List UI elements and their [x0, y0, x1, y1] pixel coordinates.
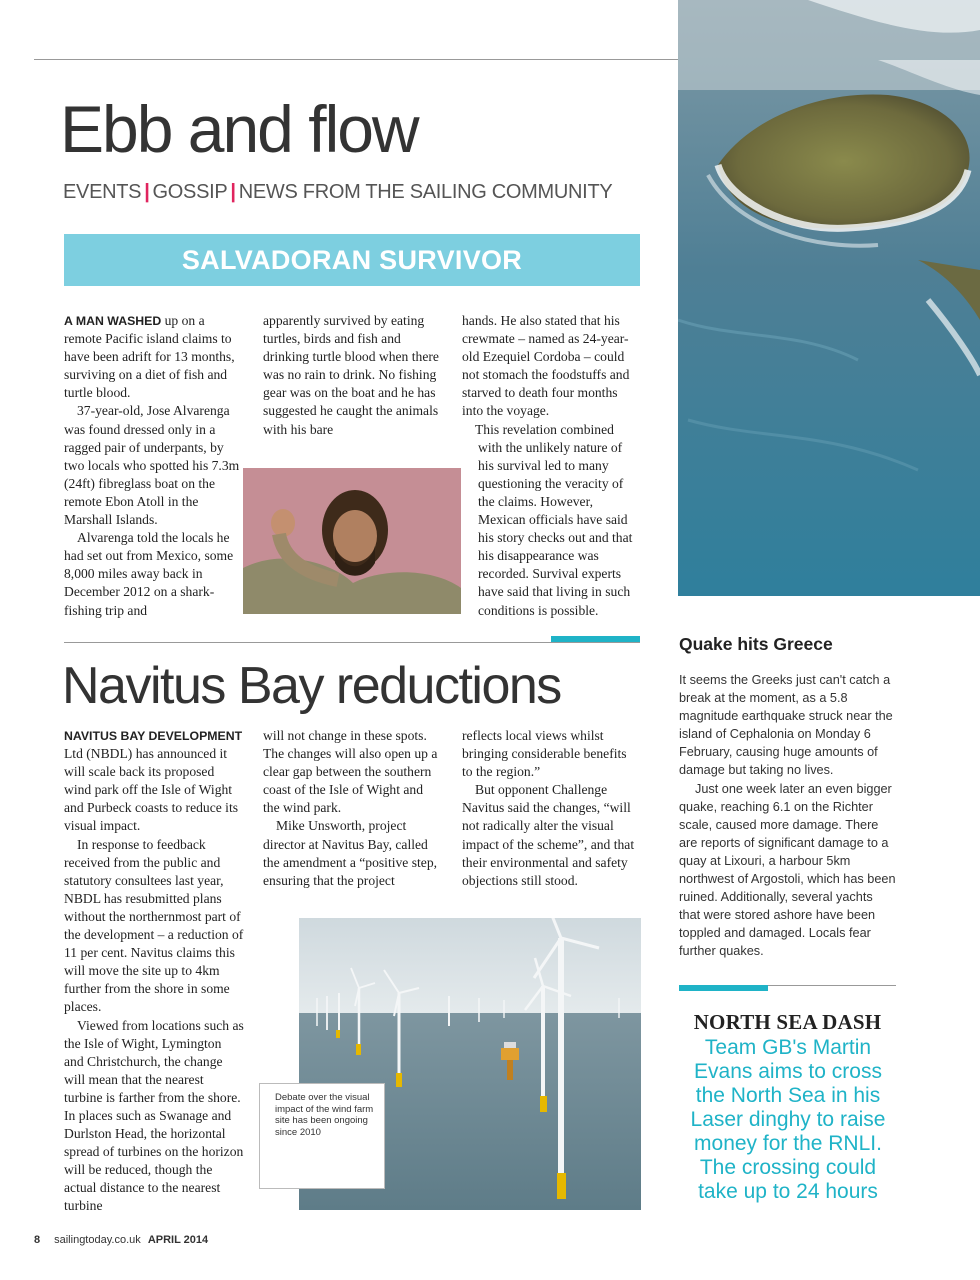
top-rule	[34, 59, 678, 60]
page-number: 8	[34, 1234, 41, 1246]
paragraph: In response to feedback received from the public and statutory consultees last year, NBDL has resubmitted plans without the northernmost part of the development – a reduction of 11 per cent. Navitus claims this will move the site up to 4km further from the shore in some places.	[64, 836, 244, 1015]
navitus-column-2	[263, 727, 443, 890]
tagline-separator: |	[144, 181, 150, 203]
navitus-column-3	[462, 727, 640, 890]
page-title: Ebb and flow	[60, 92, 418, 166]
paragraph: But opponent Challenge Navitus said the changes, “will not radically alter the visual impact of the scheme”, and that their environmental and safety objections still stood.	[462, 782, 635, 888]
paragraph	[64, 727, 244, 836]
paragraph-text: Ltd (NBDL) has announced it will scale back its proposed wind park off the Isle of Wight and Purbeck coasts to reduce its visual impact.	[64, 746, 239, 834]
paragraph: 37-year-old, Jose Alvarenga was found dressed only in a ragged pair of underpants, by two locals who spotted his 7.3m (24ft) fibreglass boat on the remote Ebon Atoll in the Marshall Islands.	[64, 403, 240, 528]
paragraph: apparently survived by eating turtles, birds and fish and drinking turtle blood when there was no rain to drink. No fishing gear was on the boat and he has suggested he caught the animals with his bare	[263, 313, 439, 437]
divider-accent	[551, 636, 640, 642]
paragraph: Viewed from locations such as the Isle of Wight, Lymington and Christchurch, the change will mean that the nearest turbine is farther from the shore. In places such as Swanage and Durlston Head, the horizontal spread of turbines on the horizon will be reduced, though the actual distance to the nearest turbine	[64, 1017, 244, 1214]
survivor-photo	[243, 468, 461, 614]
tagline-separator: |	[230, 181, 236, 203]
issue-date: APRIL 2014	[147, 1234, 209, 1246]
caption-text: Debate over the visual impact of the wind farm site has been ongoing since 2010	[275, 1092, 374, 1138]
paragraph: This revelation combined with the unlikely nature of his survival led to many questioning the veracity of the claims. However, Mexican officials have said his story checks out and that his disappearance was recorded. Survival experts have said that living in such conditions is possible.	[475, 421, 633, 618]
paragraph	[64, 312, 244, 402]
paragraph: Alvarenga told the locals he had set out from Mexico, some 8,000 miles away back in December 2012 on a shark-fishing trip and	[64, 530, 234, 618]
island-aerial-photo	[678, 0, 980, 596]
paragraph: reflects local views whilst bringing considerable benefits to the region.”	[462, 728, 627, 780]
tagline-news: NEWS FROM THE SAILING COMMUNITY	[238, 181, 613, 203]
salvadoran-column-2	[263, 312, 443, 439]
navitus-headline: Navitus Bay reductions	[62, 657, 561, 715]
banner-title: SALVADORAN SURVIVOR	[181, 245, 523, 275]
paragraph: hands. He also stated that his crewmate – named as 24-year-old Ezequiel Cordoba – could not stomach the foodstuffs and starved to death four months into the voyage.	[462, 313, 630, 419]
page-footer	[34, 1234, 208, 1246]
website: sailingtoday.co.uk	[54, 1234, 141, 1246]
paragraph: will not change in these spots. The changes will also open up a clear gap between the southern coast of the Isle of Wight and the wind park.	[263, 728, 438, 816]
quake-article	[679, 671, 897, 961]
salvadoran-column-1	[64, 312, 244, 620]
paragraph: Just one week later an even bigger quake, reaching 6.1 on the Richter scale, caused more damage. There are reports of significant damage to a quay at Lixouri, a harbour 5km northwest of Argostoli, which has been ruined. Additionally, several yachts that were stored ashore have been toppled and damaged. Locals fear further quakes.	[679, 781, 896, 959]
article-lead: NAVITUS BAY DEVELOPMENT	[64, 729, 243, 743]
article-lead: A MAN WASHED	[64, 314, 162, 328]
wind-farm-caption	[259, 1083, 385, 1189]
salvadoran-banner	[64, 234, 640, 286]
sidebar-accent	[679, 985, 768, 991]
navitus-column-1	[64, 727, 244, 1216]
salvadoran-column-3	[462, 312, 640, 620]
north-sea-dash-body: Team GB's Martin Evans aims to cross the North Sea in his Laser dinghy to raise money for the RNLI. The crossing could take up to 24 hours	[690, 1036, 886, 1203]
section-tagline	[63, 181, 612, 204]
tagline-events: EVENTS	[63, 181, 142, 203]
section-divider	[64, 642, 640, 643]
tagline-gossip: GOSSIP	[152, 181, 228, 203]
paragraph: It seems the Greeks just can't catch a break at the moment, as a 5.8 magnitude earthquake struck near the island of Cephalonia on Monday 6 February, causing huge amounts of damage but taking no lives.	[679, 673, 893, 778]
quake-heading: Quake hits Greece	[679, 634, 833, 654]
north-sea-dash-heading: NORTH SEA DASH	[693, 1010, 882, 1034]
paragraph-text: up on a remote Pacific island claims to have been adrift for 13 months, surviving on a diet of fish and turtle blood.	[64, 313, 235, 401]
paragraph: Mike Unsworth, project director at Navitus Bay, called the amendment a “positive step, ensuring that the project	[263, 818, 438, 888]
